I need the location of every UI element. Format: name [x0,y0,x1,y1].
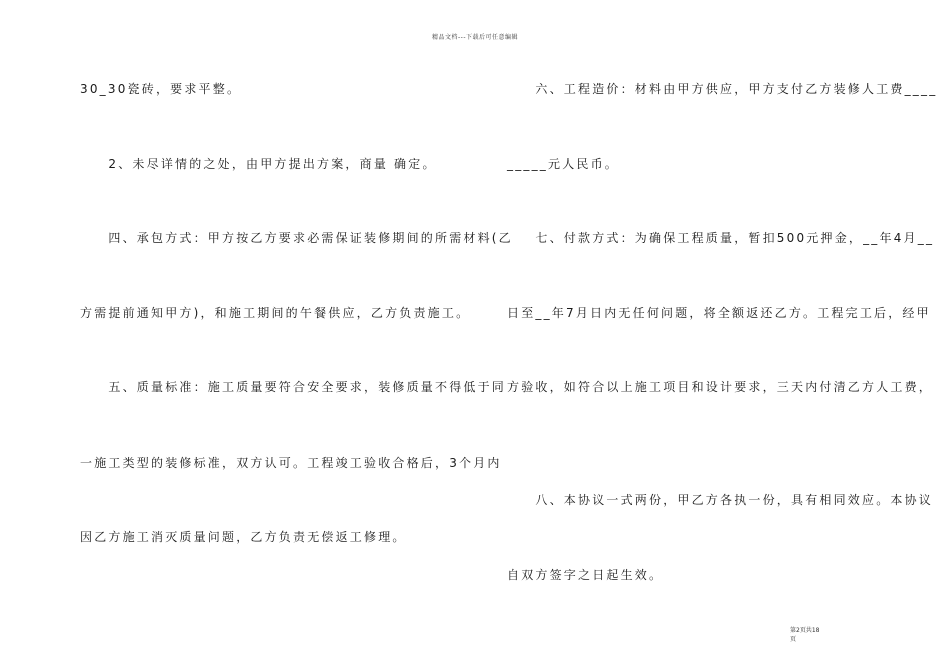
page-number-line2: 页 [790,636,797,643]
paragraph-line: 七、付款方式：为确保工程质量，暂扣500元押金，__年4月__ [507,231,935,245]
paragraph-line: 一施工类型的装修标准，双方认可。工程竣工验收合格后，3个月内 [80,456,502,470]
paragraph-line: 方验收，如符合以上施工项目和设计要求，三天内付清乙方人工费， [507,380,934,394]
paragraph-line: 2、未尽详情的之处，由甲方提出方案，商量 确定。 [80,157,437,171]
paragraph-line: 日至__年7月日内无任何问题，将全额返还乙方。工程完工后，经甲 [507,306,931,320]
page-footer [790,626,850,644]
paragraph-line: 五、质量标准：施工质量要符合安全要求，装修质量不得低于同 [80,380,507,394]
page-number-line1: 第2页共18 [790,627,820,634]
paragraph-line: 方需提前通知甲方)，和施工期间的午餐供应，乙方负责施工。 [80,306,471,320]
page-header: 精品文档---下载后可任意编辑 [432,34,518,41]
paragraph-line: 自双方签字之日起生效。 [507,568,664,582]
paragraph-line: 四、承包方式：甲方按乙方要求必需保证装修期间的所需材料(乙 [80,231,513,245]
paragraph-line: 八、本协议一式两份，甲乙方各执一份，具有相同效应。本协议 [507,493,934,507]
paragraph-line: 30_30瓷砖，要求平整。 [80,82,242,96]
left-column [80,0,513,672]
paragraph-line: 因乙方施工消灭质量问题，乙方负责无偿返工修理。 [80,530,407,544]
right-column [507,0,938,672]
paragraph-line: _____元人民币。 [507,157,620,171]
paragraph-line: 六、工程造价：材料由甲方供应，甲方支付乙方装修人工费____ [507,82,938,96]
